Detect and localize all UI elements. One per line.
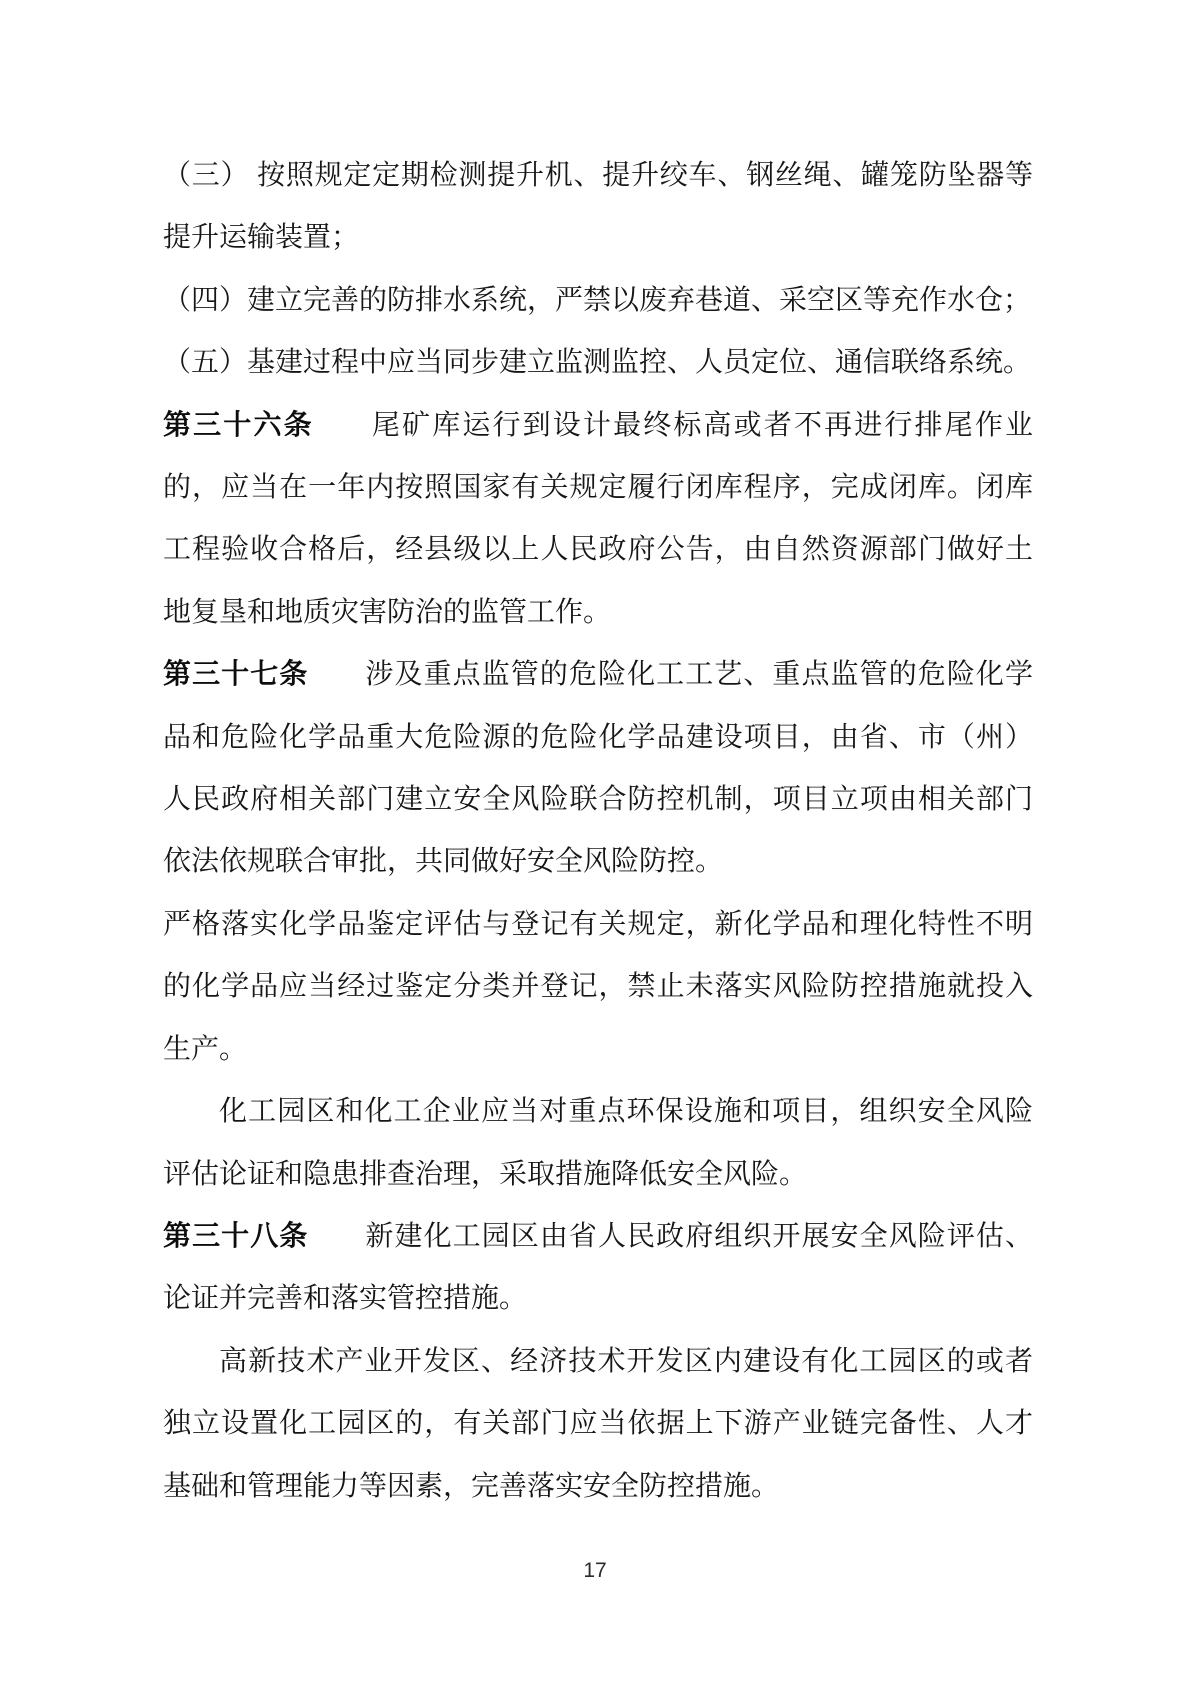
text-line: 工程验收合格后，经县级以上人民政府公告，由自然资源部门做好土: [163, 534, 1033, 566]
document-body: [163, 145, 1033, 1518]
list-item-3: [163, 145, 1033, 270]
article-number-label: 第三十六条: [163, 409, 314, 441]
article-37-paragraph: [163, 644, 1033, 894]
text-line: 严格落实化学品鉴定评估与登记有关规定，新化学品和理化特性不明: [163, 908, 1033, 940]
text-line: 基础和管理能力等因素，完善落实安全防控措施。: [163, 1470, 780, 1502]
text-line: 提升运输装置；: [163, 222, 360, 254]
page-footer: [0, 1556, 1190, 1586]
list-item-4: [163, 270, 1033, 332]
text-line: （三） 按照规定定期检测提升机、提升绞车、钢丝绳、罐笼防坠器等: [163, 160, 1033, 191]
text-line: [163, 1206, 1033, 1268]
chemical-park-paragraph: [163, 1081, 1033, 1206]
text-line: 独立设置化工园区的，有关部门应当依据上下游产业链完备性、人才: [163, 1408, 1033, 1440]
text-line: 的，应当在一年内按照国家有关规定履行闭库程序，完成闭库。闭库: [163, 472, 1033, 504]
page-number: 17: [583, 1559, 607, 1582]
development-zone-paragraph: [163, 1331, 1033, 1518]
text-line: 品和危险化学品重大危险源的危险化学品建设项目，由省、市（州）: [163, 721, 1033, 753]
article-text: 尾矿库运行到设计最终标高或者不再进行排尾作业: [369, 409, 1033, 441]
text-line: （五）基建过程中应当同步建立监测监控、人员定位、通信联络系统。: [163, 347, 1032, 379]
text-line: 依法依规联合审批，共同做好安全风险防控。: [163, 846, 724, 878]
text-line: [163, 395, 1033, 457]
text-line: [163, 644, 1033, 706]
article-text: 新建化工园区由省人民政府组织开展安全风险评估、: [364, 1220, 1033, 1252]
article-text: 涉及重点监管的危险化工工艺、重点监管的危险化学: [364, 659, 1033, 691]
list-item-5: [163, 332, 1033, 394]
chemical-registration-paragraph: [163, 894, 1033, 1081]
text-line: 化工园区和化工企业应当对重点环保设施和项目，组织安全风险: [219, 1096, 1033, 1128]
text-line: 论证并完善和落实管控措施。: [163, 1283, 528, 1315]
text-line: 地复垦和地质灾害防治的监管工作。: [163, 596, 612, 628]
article-38-paragraph: [163, 1206, 1033, 1331]
article-number-label: 第三十七条: [163, 659, 309, 691]
text-line: 的化学品应当经过鉴定分类并登记，禁止未落实风险防控措施就投入: [163, 971, 1033, 1003]
text-line: 人民政府相关部门建立安全风险联合防控机制，项目立项由相关部门: [163, 784, 1033, 816]
text-line: 高新技术产业开发区、经济技术开发区内建设有化工园区的或者: [219, 1345, 1033, 1377]
text-line: 生产。: [163, 1033, 248, 1065]
text-line: （四）建立完善的防排水系统，严禁以废弃巷道、采空区等充作水仓；: [163, 284, 1032, 316]
article-36-paragraph: [163, 395, 1033, 645]
article-number-label: 第三十八条: [163, 1220, 309, 1252]
text-line: 评估论证和隐患排查治理，采取措施降低安全风险。: [163, 1158, 808, 1190]
